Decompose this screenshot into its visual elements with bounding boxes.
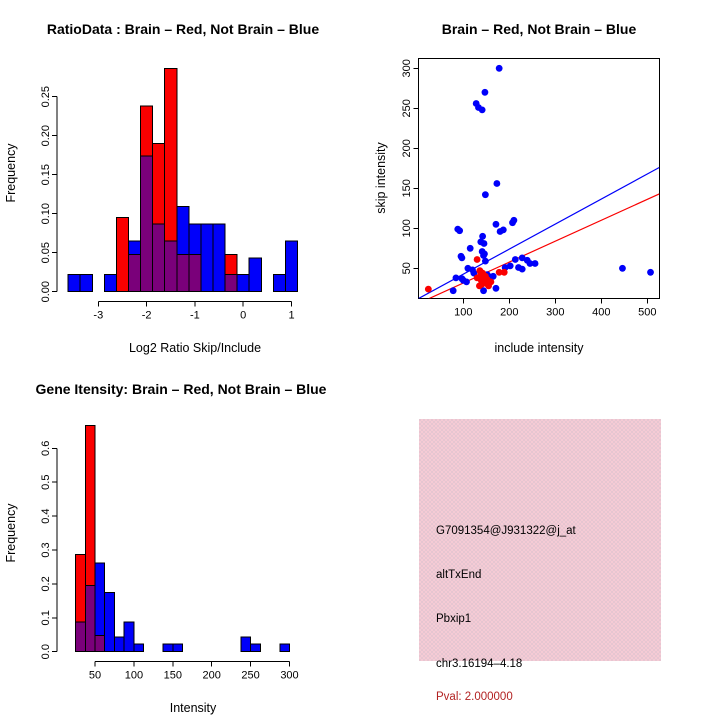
svg-text:50: 50 bbox=[88, 669, 102, 682]
panel-intensity-scatter bbox=[360, 0, 720, 360]
info-line-pval: Pval: 2.000000 bbox=[436, 691, 513, 703]
svg-text:250: 250 bbox=[401, 99, 414, 118]
svg-text:300: 300 bbox=[546, 306, 565, 319]
svg-text:0: 0 bbox=[240, 309, 247, 322]
gene-histogram-canvas bbox=[0, 360, 360, 720]
svg-text:300: 300 bbox=[280, 669, 299, 682]
chart-title: RatioData : Brain – Red, Not Brain – Blue bbox=[46, 21, 320, 37]
svg-text:0.25: 0.25 bbox=[39, 85, 52, 108]
svg-text:300: 300 bbox=[401, 59, 414, 78]
svg-text:200: 200 bbox=[401, 139, 414, 158]
svg-text:0.0: 0.0 bbox=[39, 644, 52, 660]
scatter-plot-canvas bbox=[360, 0, 720, 360]
y-axis-label: Frequency bbox=[4, 143, 18, 203]
svg-text:0.20: 0.20 bbox=[39, 124, 52, 147]
y-axis-label: Frequency bbox=[4, 503, 18, 563]
gene-info-box bbox=[419, 419, 661, 703]
chart-title: Gene Itensity: Brain – Red, Not Brain – Blue bbox=[35, 381, 327, 397]
svg-text:250: 250 bbox=[241, 669, 260, 682]
info-line-gene: Pbxip1 bbox=[436, 613, 472, 625]
x-axis-label: Intensity bbox=[169, 701, 217, 715]
svg-text:0.5: 0.5 bbox=[39, 474, 52, 490]
panel-gene-histogram bbox=[0, 360, 360, 720]
svg-text:500: 500 bbox=[638, 306, 657, 319]
svg-text:200: 200 bbox=[202, 669, 221, 682]
svg-text:100: 100 bbox=[454, 306, 473, 319]
svg-text:100: 100 bbox=[124, 669, 144, 682]
info-line-probe-id: G7091354@J931322@j_at bbox=[436, 525, 576, 537]
svg-text:0.6: 0.6 bbox=[39, 440, 52, 456]
svg-text:0.3: 0.3 bbox=[39, 542, 52, 558]
panel-ratio-histogram bbox=[0, 0, 360, 360]
info-line-locus: chr3.16194–4.18 bbox=[436, 658, 523, 670]
x-axis-label: include intensity bbox=[494, 341, 584, 355]
x-axis-label: Log2 Ratio Skip/Include bbox=[128, 341, 262, 355]
svg-text:0.2: 0.2 bbox=[39, 576, 52, 592]
ratio-histogram-canvas bbox=[0, 0, 360, 360]
panel-info bbox=[360, 360, 720, 720]
svg-text:0.05: 0.05 bbox=[39, 241, 52, 264]
svg-text:150: 150 bbox=[401, 179, 414, 198]
y-axis-label: skip intensity bbox=[374, 142, 388, 214]
svg-text:-1: -1 bbox=[190, 309, 200, 322]
svg-text:0.4: 0.4 bbox=[39, 508, 52, 524]
svg-text:-3: -3 bbox=[93, 309, 104, 322]
svg-text:100: 100 bbox=[401, 219, 414, 238]
svg-text:50: 50 bbox=[401, 262, 414, 275]
chart-title: Brain – Red, Not Brain – Blue bbox=[441, 21, 637, 37]
svg-text:0.15: 0.15 bbox=[39, 163, 52, 186]
info-line-event-type: altTxEnd bbox=[436, 569, 482, 581]
svg-text:200: 200 bbox=[500, 306, 519, 319]
svg-text:0.1: 0.1 bbox=[39, 610, 52, 626]
svg-text:0.00: 0.00 bbox=[39, 280, 52, 303]
svg-text:-2: -2 bbox=[141, 309, 152, 322]
svg-text:1: 1 bbox=[288, 309, 295, 322]
svg-text:0.10: 0.10 bbox=[39, 202, 52, 225]
svg-text:150: 150 bbox=[163, 669, 182, 682]
svg-text:400: 400 bbox=[592, 306, 611, 319]
